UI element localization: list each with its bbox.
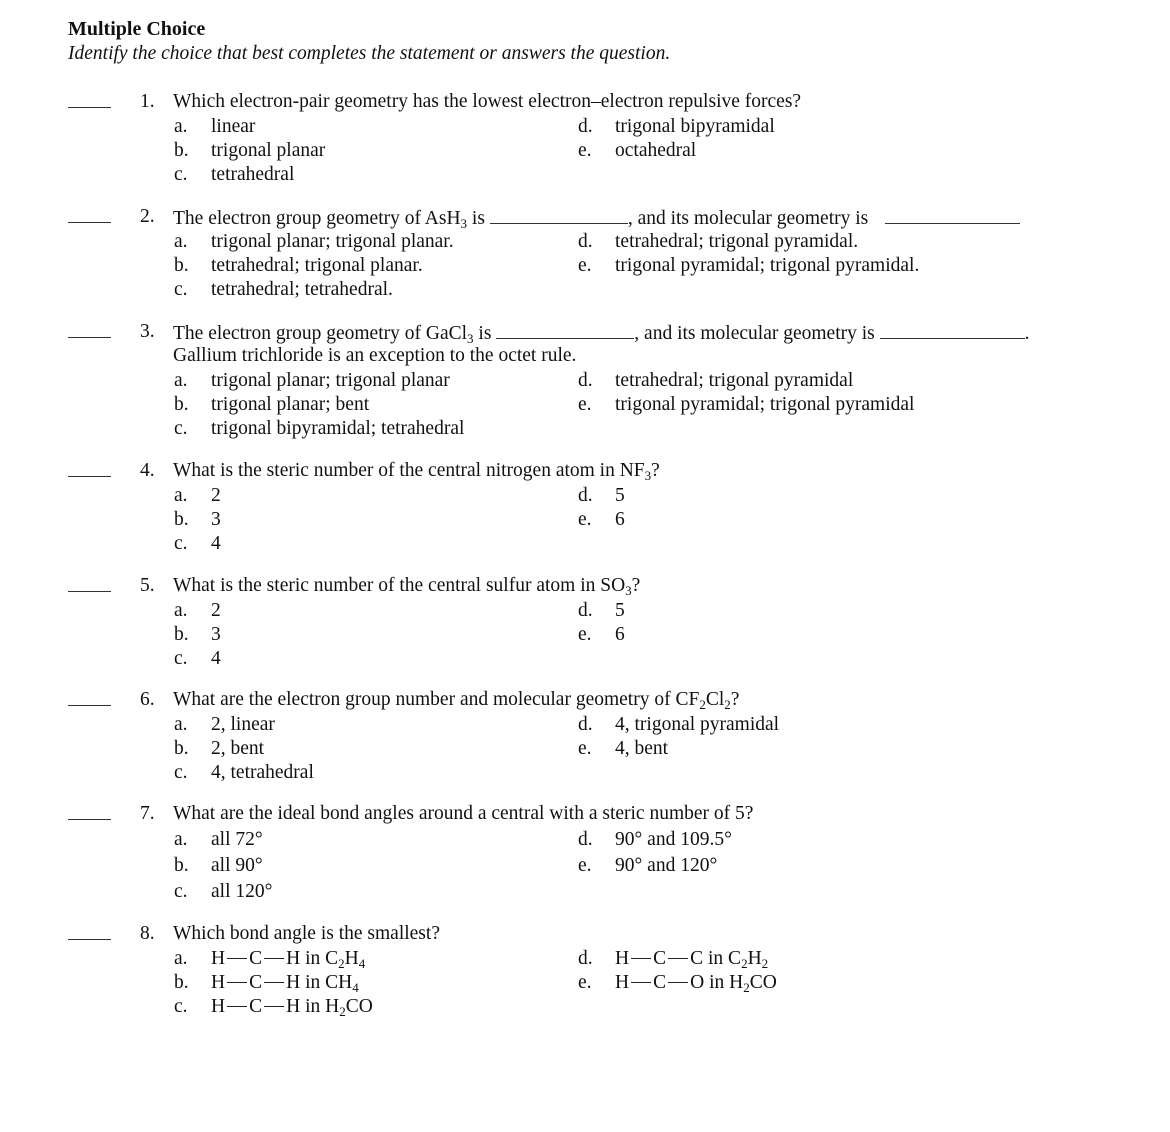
option-letter: d. xyxy=(578,948,593,969)
option-letter: d. xyxy=(578,829,593,850)
question-stem: The electron group geometry of AsH$_3$ is , and its molecular geometry is xyxy=(173,205,1020,231)
option-text: 3 xyxy=(211,509,221,530)
option-letter: a. xyxy=(174,231,188,252)
option-letter: a. xyxy=(174,829,188,850)
bond-dash xyxy=(227,982,247,983)
question-number: 3. xyxy=(140,321,155,342)
answer-blank[interactable] xyxy=(68,819,111,820)
option-letter: e. xyxy=(578,972,592,993)
option-text: 4, bent xyxy=(615,738,669,759)
bond-dash xyxy=(264,958,284,959)
option-text: trigonal pyramidal; trigonal pyramidal. xyxy=(615,255,920,276)
fill-in-blank[interactable] xyxy=(880,320,1025,339)
bond-dash xyxy=(631,958,651,959)
fill-in-blank[interactable] xyxy=(490,205,628,224)
question-stem: What is the steric number of the central nitrogen atom in $NF_3$? xyxy=(173,460,660,483)
option-letter: c. xyxy=(174,164,188,185)
question-number: 4. xyxy=(140,460,155,481)
option-text: tetrahedral xyxy=(211,164,295,185)
option-text: tetrahedral; trigonal pyramidal. xyxy=(615,231,859,252)
option-text: trigonal planar; trigonal planar. xyxy=(211,231,454,252)
bond-dash xyxy=(668,958,688,959)
bond-dash xyxy=(631,982,651,983)
option-letter: d. xyxy=(578,485,593,506)
option-text: trigonal bipyramidal xyxy=(615,116,775,137)
option-text: 4, tetrahedral xyxy=(211,762,314,783)
option-letter: c. xyxy=(174,881,188,902)
option-letter: a. xyxy=(174,714,188,735)
option-letter: d. xyxy=(578,600,593,621)
option-text: trigonal planar xyxy=(211,140,326,161)
answer-blank[interactable] xyxy=(68,476,111,477)
option-text: H C C in $C_2H_2$ xyxy=(615,948,769,971)
option-letter: e. xyxy=(578,255,592,276)
option-letter: e. xyxy=(578,394,592,415)
option-letter: e. xyxy=(578,140,592,161)
question-number: 7. xyxy=(140,803,155,824)
option-text: H C H in $C_2H_4$ xyxy=(211,948,366,971)
option-text: all 90° xyxy=(211,855,263,876)
option-text: 3 xyxy=(211,624,221,645)
fill-in-blank[interactable] xyxy=(885,205,1020,224)
section-instructions: Identify the choice that best completes the statement or answers the question. xyxy=(68,43,671,64)
option-letter: c. xyxy=(174,279,188,300)
option-text: linear xyxy=(211,116,256,137)
answer-blank[interactable] xyxy=(68,705,111,706)
option-text: tetrahedral; trigonal planar. xyxy=(211,255,423,276)
option-text: 2, linear xyxy=(211,714,275,735)
answer-blank[interactable] xyxy=(68,222,111,223)
option-letter: b. xyxy=(174,855,189,876)
option-text: tetrahedral; tetrahedral. xyxy=(211,279,393,300)
option-letter: a. xyxy=(174,116,188,137)
option-text: 4 xyxy=(211,533,221,554)
option-text: H C H in $CH_4$ xyxy=(211,972,359,995)
option-letter: e. xyxy=(578,855,592,876)
option-letter: c. xyxy=(174,996,188,1017)
option-letter: b. xyxy=(174,394,189,415)
question-number: 1. xyxy=(140,91,155,112)
option-text: H C O in $H_2CO$ xyxy=(615,972,777,995)
option-text: 4, trigonal pyramidal xyxy=(615,714,780,735)
question-number: 8. xyxy=(140,923,155,944)
option-text: trigonal planar; bent xyxy=(211,394,370,415)
option-letter: e. xyxy=(578,509,592,530)
option-letter: d. xyxy=(578,231,593,252)
option-letter: d. xyxy=(578,116,593,137)
option-letter: c. xyxy=(174,648,188,669)
option-text: 2 xyxy=(211,485,221,506)
option-text: 2, bent xyxy=(211,738,265,759)
question-stem: What are the electron group number and molecular geometry of $CF_2Cl_2$? xyxy=(173,689,740,712)
option-text: 90° and 109.5° xyxy=(615,829,732,850)
option-text: tetrahedral; trigonal pyramidal xyxy=(615,370,854,391)
answer-blank[interactable] xyxy=(68,107,111,108)
option-text: 6 xyxy=(615,509,625,530)
option-letter: d. xyxy=(578,370,593,391)
option-letter: d. xyxy=(578,714,593,735)
option-text: H C H in $H_2CO$ xyxy=(211,996,373,1019)
option-letter: a. xyxy=(174,485,188,506)
question-number: 5. xyxy=(140,575,155,596)
option-letter: a. xyxy=(174,948,188,969)
option-letter: b. xyxy=(174,624,189,645)
question-stem: The electron group geometry of GaCl$_3$ is , and its molecular geometry is . xyxy=(173,320,1029,346)
bond-dash xyxy=(264,982,284,983)
option-text: trigonal pyramidal; trigonal pyramidal xyxy=(615,394,915,415)
option-text: octahedral xyxy=(615,140,697,161)
section-title: Multiple Choice xyxy=(68,18,206,40)
question-stem: Which bond angle is the smallest? xyxy=(173,923,440,944)
question-number: 6. xyxy=(140,689,155,710)
option-letter: c. xyxy=(174,762,188,783)
option-letter: b. xyxy=(174,509,189,530)
option-text: trigonal planar; trigonal planar xyxy=(211,370,450,391)
option-letter: c. xyxy=(174,418,188,439)
option-text: 90° and 120° xyxy=(615,855,718,876)
option-text: all 72° xyxy=(211,829,263,850)
option-letter: b. xyxy=(174,255,189,276)
option-text: 2 xyxy=(211,600,221,621)
option-letter: c. xyxy=(174,533,188,554)
option-text: 6 xyxy=(615,624,625,645)
option-letter: e. xyxy=(578,738,592,759)
option-letter: a. xyxy=(174,370,188,391)
option-text: 4 xyxy=(211,648,221,669)
option-letter: b. xyxy=(174,140,189,161)
option-letter: e. xyxy=(578,624,592,645)
question-stem: What is the steric number of the central sulfur atom in $SO_3$? xyxy=(173,575,641,598)
bond-dash xyxy=(264,1006,284,1007)
option-letter: b. xyxy=(174,972,189,993)
question-number: 2. xyxy=(140,206,155,227)
option-text: 5 xyxy=(615,600,625,621)
bond-dash xyxy=(668,982,688,983)
question-note: Gallium trichloride is an exception to the octet rule. xyxy=(173,345,577,366)
answer-blank[interactable] xyxy=(68,591,111,592)
option-letter: b. xyxy=(174,738,189,759)
question-stem: What are the ideal bond angles around a central with a steric number of 5? xyxy=(173,803,754,824)
fill-in-blank[interactable] xyxy=(496,320,634,339)
question-stem: Which electron-pair geometry has the lowest electron–electron repulsive forces? xyxy=(173,91,802,112)
option-text: all 120° xyxy=(211,881,273,902)
answer-blank[interactable] xyxy=(68,939,111,940)
option-text: trigonal bipyramidal; tetrahedral xyxy=(211,418,465,439)
answer-blank[interactable] xyxy=(68,337,111,338)
bond-dash xyxy=(227,958,247,959)
bond-dash xyxy=(227,1006,247,1007)
option-letter: a. xyxy=(174,600,188,621)
option-text: 5 xyxy=(615,485,625,506)
